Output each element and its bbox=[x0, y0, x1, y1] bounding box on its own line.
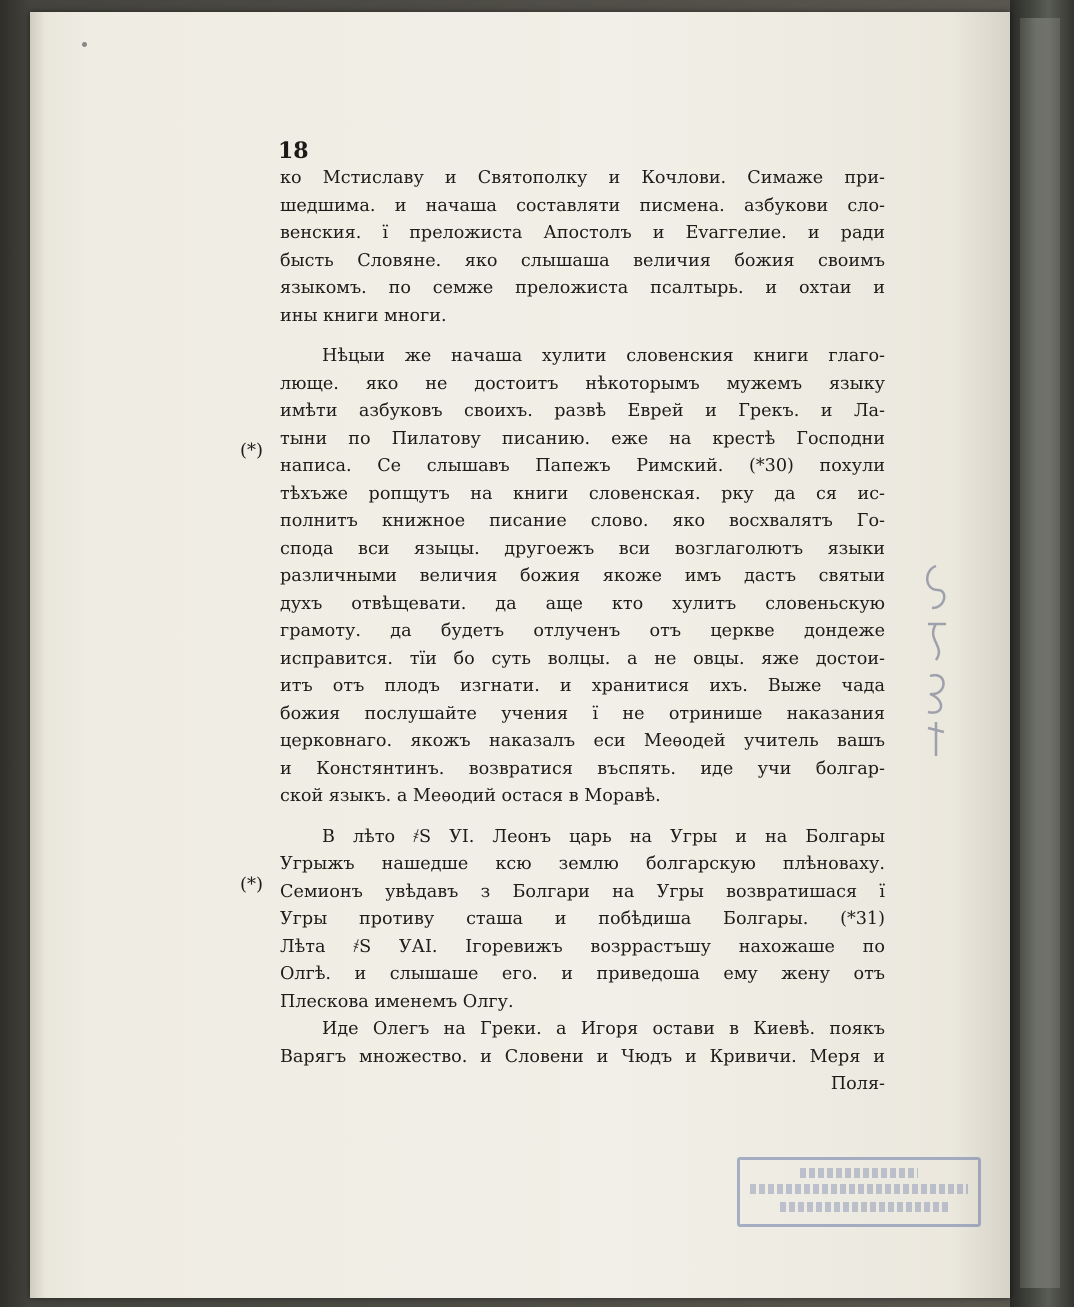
text-line: ины книги многи. bbox=[280, 305, 447, 326]
text-line: Угры противу сташа и побѣдиша Болгары. (*31) bbox=[280, 909, 885, 929]
text-line: Нѣцыи же начаша хулити словенския книги глаго- bbox=[322, 346, 885, 366]
text-line: ской языкъ. а Меѳодий остася в Моравѣ. bbox=[280, 786, 661, 806]
text-line: и Констянтинъ. возвратися въспять. иде учи болгар- bbox=[280, 758, 885, 779]
text-line: люще. яко не достоитъ нѣкоторымъ мужемъ языку bbox=[280, 373, 885, 394]
page-edge bbox=[30, 12, 44, 1298]
text-line: В лѣто ҂Ѕ УI. Леонъ царь на Угры и на Болгары bbox=[322, 826, 885, 847]
text-line: ко Мстиславу и Святополку и Кочлови. Симаже при- bbox=[280, 168, 885, 188]
text-line: Лѣта ҂Ѕ УАI. Iгоревижъ возррастъшу нахожаше по bbox=[280, 936, 885, 957]
text-line: различными величия божия якоже имъ дастъ святыи bbox=[280, 566, 885, 586]
text-line: венския. ї преложиста Апостолъ и Еvаггелие. и ради bbox=[280, 223, 885, 243]
stamp-line bbox=[780, 1202, 948, 1212]
text-line: тыни по Пилатову писанию. еже на крестѣ Господни bbox=[280, 428, 885, 449]
text-line: божия послушайте учения ї не отринише наказания bbox=[280, 703, 885, 724]
text-line: Плескова именемъ Олгу. bbox=[280, 991, 514, 1012]
text-line: Иде Олегъ на Греки. а Игоря остави в Киевѣ. поякъ bbox=[322, 1019, 885, 1039]
text-line: Семионъ увѣдавъ з Болгари на Угры возвратишася ї bbox=[280, 881, 885, 902]
text-line: церковнаго. якожъ наказалъ еси Меѳодей учитель вашъ bbox=[280, 731, 885, 751]
text-line: бысть Словяне. яко слышаша величия божия своимъ bbox=[280, 250, 885, 271]
paragraph-gap bbox=[280, 330, 885, 343]
text-line: языкомъ. по семже преложиста псалтырь. и охтаи и bbox=[280, 278, 885, 298]
library-stamp bbox=[737, 1157, 981, 1227]
footnote-marker-2: (*) bbox=[240, 874, 264, 895]
text-line: написа. Се слышавъ Папежъ Римский. (*30) похули bbox=[280, 456, 885, 476]
text-line: духъ отвѣщевати. да аще кто хулитъ словеньскую bbox=[280, 593, 885, 614]
text-line: полнитъ книжное писание слово. яко восхвалятъ Го- bbox=[280, 511, 885, 531]
binding-strip bbox=[1020, 18, 1060, 1288]
stamp-line bbox=[800, 1168, 918, 1178]
text-line: итъ отъ плодъ изгнати. и хранитися ихъ. Выже чада bbox=[280, 676, 885, 696]
body-text bbox=[280, 165, 885, 1099]
text-line: Угрыжъ нашедше ксю землю болгарскую плѣноваху. bbox=[280, 854, 885, 874]
text-line: Варягъ множество. и Словени и Чюдъ и Кривичи. Меря и bbox=[280, 1046, 885, 1067]
text-line: Поля- bbox=[830, 1074, 885, 1094]
text-line: шедшима. и начаша составляти писмена. азбукови сло- bbox=[280, 195, 885, 216]
text-line: спода вси языцы. другоежъ вси возглаголютъ языки bbox=[280, 538, 885, 559]
text-line: исправится. тїи бо суть волцы. а не овцы. яже достои- bbox=[280, 648, 885, 669]
text-line: тѣхъже ропщутъ на книги словенская. рку да ся ис- bbox=[280, 483, 885, 504]
page-number: 18 bbox=[278, 138, 309, 164]
footnote-marker-1: (*) bbox=[240, 440, 264, 461]
page-speck bbox=[82, 42, 87, 47]
text-line: Олгѣ. и слышаше его. и приведоша ему жену отъ bbox=[280, 964, 885, 984]
stamp-line bbox=[750, 1184, 968, 1194]
handwritten-inventory-number bbox=[918, 560, 954, 760]
text-line: имѣти азбуковъ своихъ. развѣ Еврей и Грекъ. и Ла- bbox=[280, 401, 885, 421]
paragraph-gap bbox=[280, 811, 885, 824]
text-line: грамоту. да будетъ отлученъ отъ церкве дондеже bbox=[280, 621, 885, 641]
